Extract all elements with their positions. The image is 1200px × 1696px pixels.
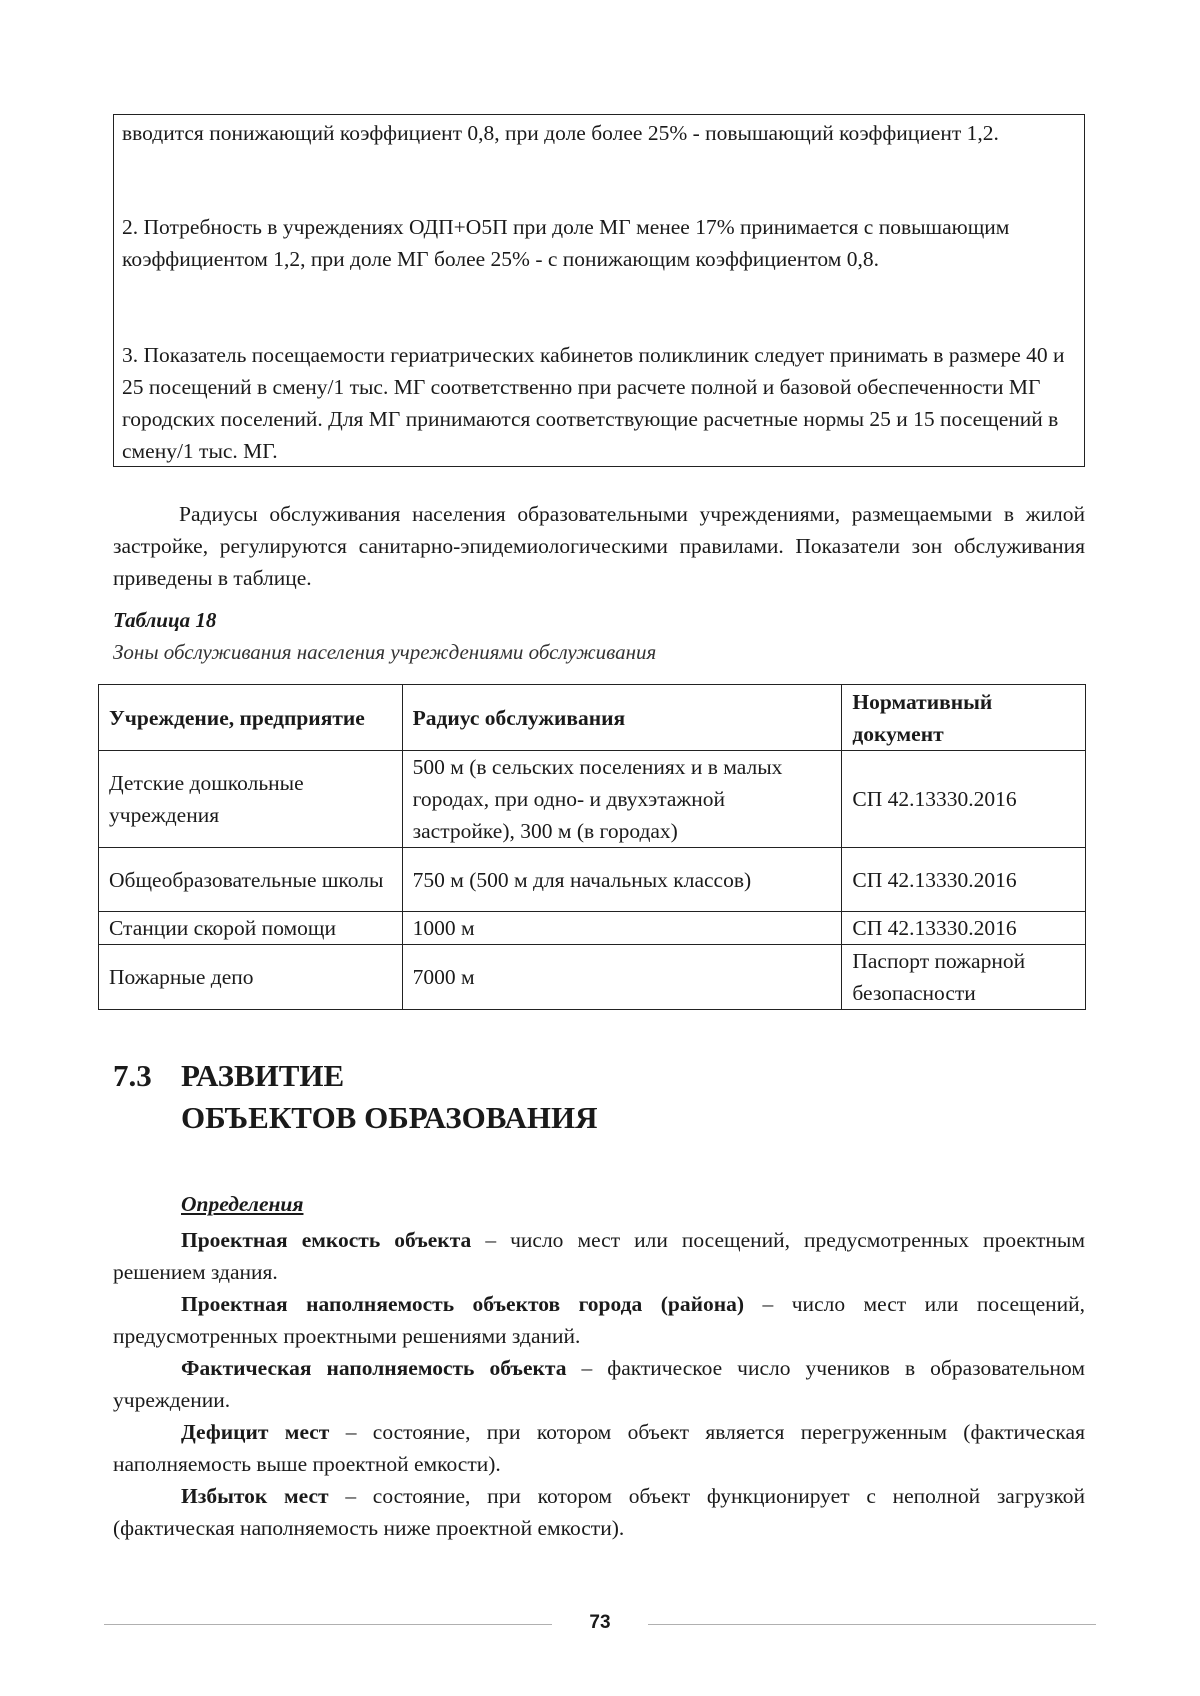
table-cell: 7000 м — [402, 945, 842, 1010]
definition-text: – фактическое число учеников в образовательном учреждении. — [113, 1356, 1086, 1412]
table-header-cell: Учреждение, предприятие — [99, 685, 403, 751]
definition-item — [113, 1416, 1085, 1480]
footer-divider — [104, 1624, 552, 1625]
definition-term: Дефицит мест — [181, 1420, 330, 1444]
table-cell: СП 42.13330.2016 — [842, 751, 1086, 848]
table-header-cell: Нормативный документ — [842, 685, 1086, 751]
table-row — [99, 751, 1086, 848]
table-cell: СП 42.13330.2016 — [842, 912, 1086, 945]
definition-text: – состояние, при котором объект функционирует с неполной загрузкой (фактическая наполняемость ниже проектной емкости). — [113, 1484, 1085, 1540]
section-number: 7.3 — [113, 1058, 152, 1093]
intro-paragraph: Радиусы обслуживания населения образовательными учреждениями, размещаемыми в жилой застройке, регулируются санитарно-эпидемиологическими правилами. Показатели зон обслуживания приведены в таблице. — [113, 502, 1085, 590]
table-header-row — [99, 685, 1086, 751]
note-paragraph: 2. Потребность в учреждениях ОДП+О5П при доле МГ менее 17% принимается с повышающим коэффициентом 1,2, при доле МГ более 25% - с понижающим коэффициентом 0,8. — [122, 215, 1010, 271]
definition-term: Проектная емкость объекта — [181, 1228, 472, 1252]
definition-term: Фактическая наполняемость объекта — [181, 1356, 567, 1380]
footer-divider — [648, 1624, 1096, 1625]
definitions-heading: Определения — [181, 1192, 304, 1216]
definition-item — [113, 1224, 1085, 1288]
definition-item — [113, 1480, 1085, 1544]
table-row — [99, 912, 1086, 945]
table-cell: Общеобразовательные школы — [99, 848, 403, 912]
service-zones-table — [98, 684, 1086, 1010]
table-row — [99, 848, 1086, 912]
definition-term: Проектная наполняемость объектов города (района) — [181, 1292, 745, 1316]
table-cell: 1000 м — [402, 912, 842, 945]
table-cell: Паспорт пожарной безопасности — [842, 945, 1086, 1010]
table-cell: Детские дошкольные учреждения — [99, 751, 403, 848]
definition-item — [113, 1352, 1085, 1416]
table-cell: 750 м (500 м для начальных классов) — [402, 848, 842, 912]
definition-term: Избыток мест — [181, 1484, 329, 1508]
note-paragraph: вводится понижающий коэффициент 0,8, при доле более 25% - повышающий коэффициент 1,2. — [122, 121, 999, 145]
definition-item — [113, 1288, 1085, 1352]
definition-text: – число мест или посещений, предусмотренных проектными решениями зданий. — [113, 1292, 1085, 1348]
page-number: 73 — [589, 1612, 611, 1633]
definition-text: – число мест или посещений, предусмотренных проектным решением здания. — [113, 1228, 1085, 1284]
note-paragraph: 3. Показатель посещаемости гериатрических кабинетов поликлиник следует принимать в размере 40 и 25 посещений в смену/1 тыс. МГ соответственно при расчете полной и базовой обеспеченности МГ городских поселений. Для МГ принимаются соответствующие расчетные нормы 25 и 15 посещений в смену/1 тыс. МГ. — [122, 343, 1065, 463]
notes-box — [113, 114, 1085, 467]
table-cell: 500 м (в сельских поселениях и в малых городах, при одно- и двухэтажной застройке), 300 м (в городах) — [402, 751, 842, 848]
table-row — [99, 945, 1086, 1010]
table-header-cell: Радиус обслуживания — [402, 685, 842, 751]
table-cell: Станции скорой помощи — [99, 912, 403, 945]
table-title: Зоны обслуживания населения учреждениями обслуживания — [113, 640, 657, 664]
section-title: РАЗВИТИЕ — [181, 1058, 345, 1093]
definition-text: – состояние, при котором объект является перегруженным (фактическая наполняемость выше проектной емкости). — [113, 1420, 1085, 1476]
section-title: ОБЪЕКТОВ ОБРАЗОВАНИЯ — [181, 1100, 598, 1135]
table-cell: СП 42.13330.2016 — [842, 848, 1086, 912]
table-cell: Пожарные депо — [99, 945, 403, 1010]
table-number: Таблица 18 — [113, 608, 217, 632]
